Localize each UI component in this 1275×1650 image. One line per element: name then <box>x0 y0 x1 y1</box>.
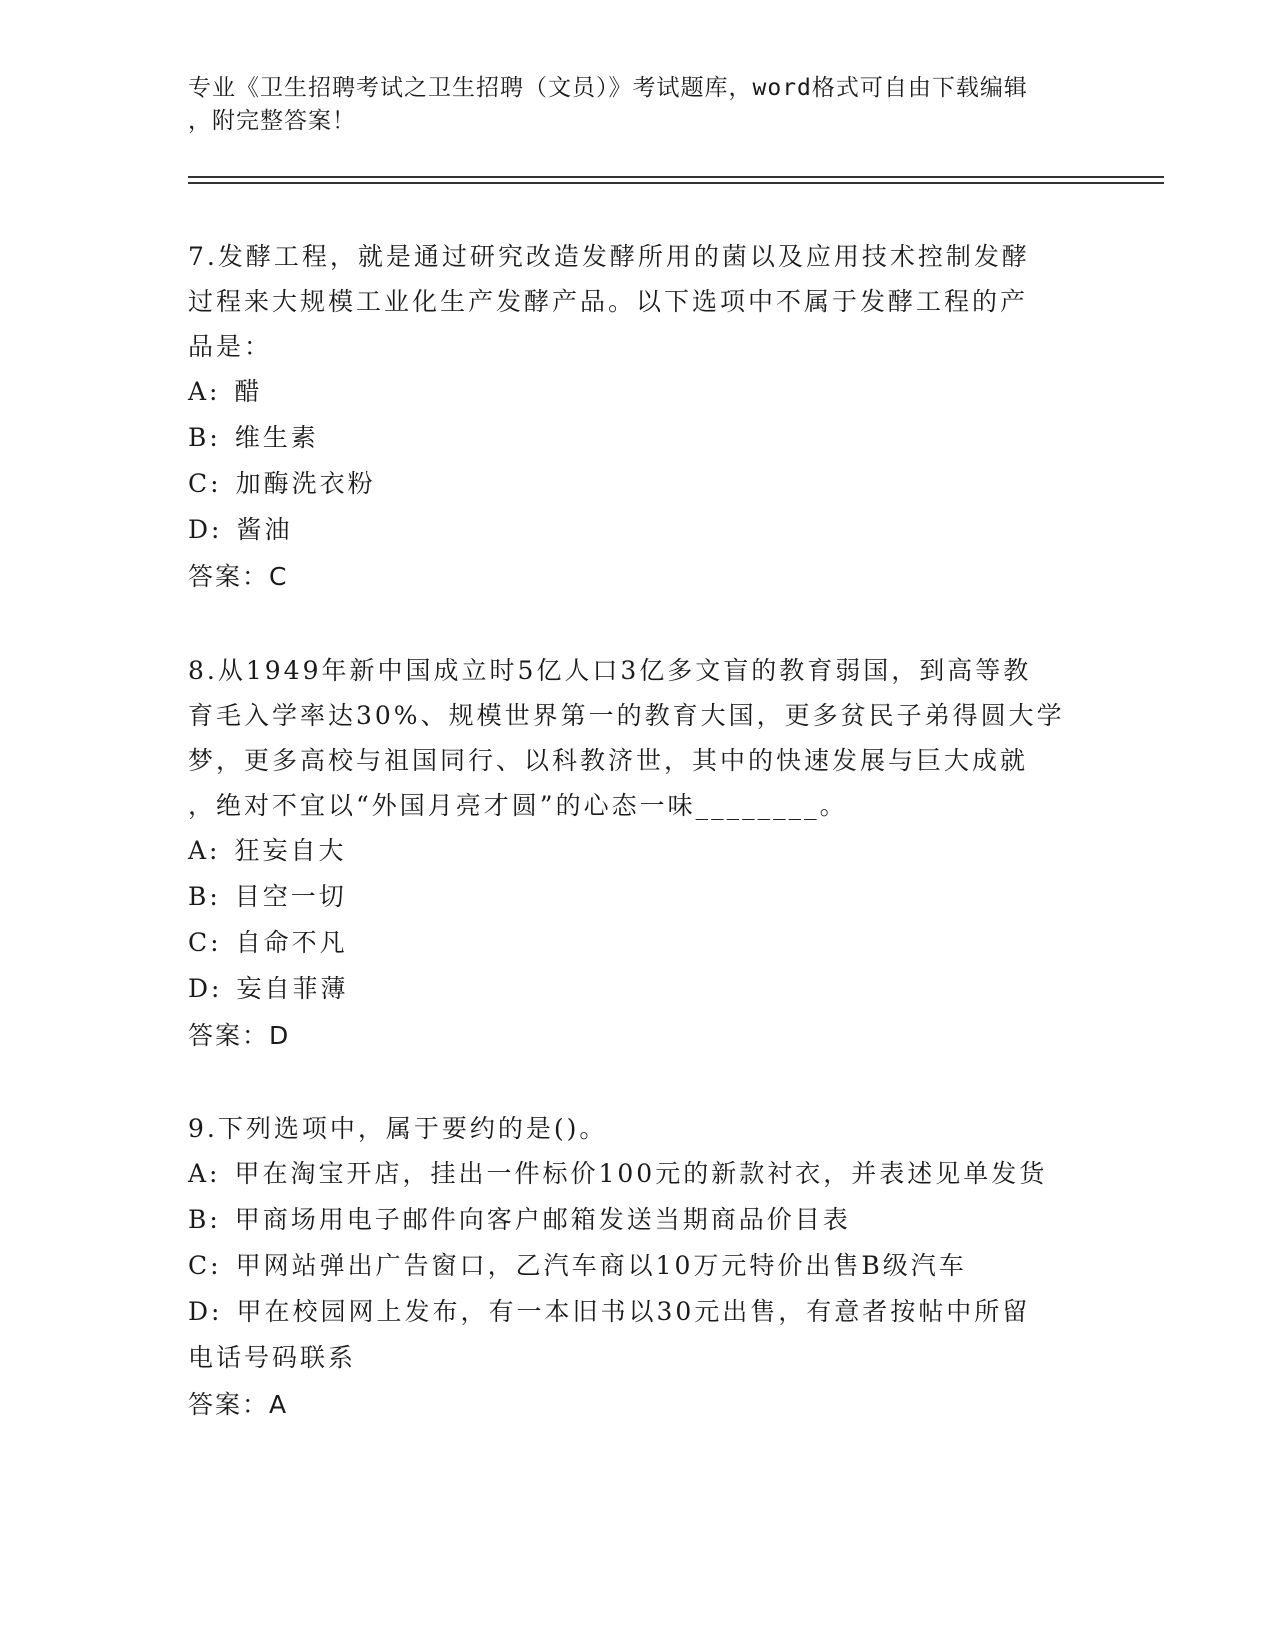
option-letter: D: <box>188 515 223 544</box>
stem-line: 过程来大规模工业化生产发酵产品。以下选项中不属于发酵工程的产 <box>188 287 1029 316</box>
answer-line: 答案：A <box>188 1390 289 1419</box>
option-c <box>188 461 1088 507</box>
option-letter: C: <box>188 469 222 498</box>
option-text: 目空一切 <box>234 882 347 911</box>
stem-line: ，绝对不宜以“外国月亮才圆”的心态一味________。 <box>188 791 848 820</box>
option-b <box>188 415 1088 461</box>
option-letter: B: <box>188 1205 221 1234</box>
header-divider-bottom <box>188 182 1164 184</box>
question-stem <box>188 648 1088 828</box>
option-text: 甲商场用电子邮件向客户邮箱发送当期商品价目表 <box>234 1205 851 1234</box>
option-a <box>188 1151 1088 1197</box>
stem-line: 8.从1949年新中国成立时5亿人口3亿多文盲的教育弱国，到高等教 <box>188 656 1032 685</box>
option-d <box>188 966 1088 1012</box>
option-text: 维生素 <box>234 423 319 452</box>
answer-line: 答案：D <box>188 1021 291 1050</box>
question-9 <box>188 1106 1088 1428</box>
option-text: 自命不凡 <box>235 928 348 957</box>
option-c <box>188 920 1088 966</box>
option-a <box>188 369 1088 415</box>
question-8 <box>188 648 1088 1059</box>
option-text: 醋 <box>234 377 263 406</box>
option-d <box>188 507 1088 553</box>
option-text: 狂妄自大 <box>234 836 347 865</box>
option-text: 甲在淘宝开店，挂出一件标价100元的新款衬衣，并表述见单发货 <box>234 1159 1048 1188</box>
option-letter: D: <box>188 974 223 1003</box>
document-header <box>188 72 1088 138</box>
option-letter: A: <box>188 836 221 865</box>
answer-line: 答案：C <box>188 562 289 591</box>
option-b <box>188 874 1088 920</box>
stem-line: 9.下列选项中，属于要约的是()。 <box>188 1114 608 1143</box>
question-stem <box>188 1106 1088 1151</box>
stem-line: 育毛入学率达30%、规模世界第一的教育大国，更多贫民子弟得圆大学 <box>188 701 1065 730</box>
question-stem <box>188 234 1088 369</box>
header-line-2: ，附完整答案！ <box>188 108 356 134</box>
option-text: 妄自菲薄 <box>236 974 349 1003</box>
option-text: 酱油 <box>236 515 293 544</box>
stem-line: 梦，更多高校与祖国同行、以科教济世，其中的快速发展与巨大成就 <box>188 746 1029 775</box>
option-text: 加酶洗衣粉 <box>235 469 376 498</box>
option-letter: B: <box>188 423 221 452</box>
option-letter: A: <box>188 1159 221 1188</box>
option-c <box>188 1243 1088 1289</box>
stem-line: 品是： <box>188 332 273 361</box>
option-letter: C: <box>188 928 222 957</box>
option-letter: B: <box>188 882 221 911</box>
option-text: 甲网站弹出广告窗口，乙汽车商以10万元特价出售B级汽车 <box>235 1251 967 1280</box>
option-letter: A: <box>188 377 221 406</box>
option-a <box>188 828 1088 874</box>
header-divider-top <box>188 176 1164 178</box>
option-b <box>188 1197 1088 1243</box>
option-letter: C: <box>188 1251 222 1280</box>
option-d <box>188 1289 1088 1381</box>
option-text: 甲在校园网上发布，有一本旧书以30元出售，有意者按帖中所留 电话号码联系 <box>188 1297 1031 1372</box>
header-line-1: 专业《卫生招聘考试之卫生招聘（文员）》考试题库，word格式可自由下载编辑 <box>188 75 1028 101</box>
option-letter: D: <box>188 1297 223 1326</box>
question-7 <box>188 234 1088 600</box>
stem-line: 7.发酵工程，就是通过研究改造发酵所用的菌以及应用技术控制发酵 <box>188 242 1030 271</box>
